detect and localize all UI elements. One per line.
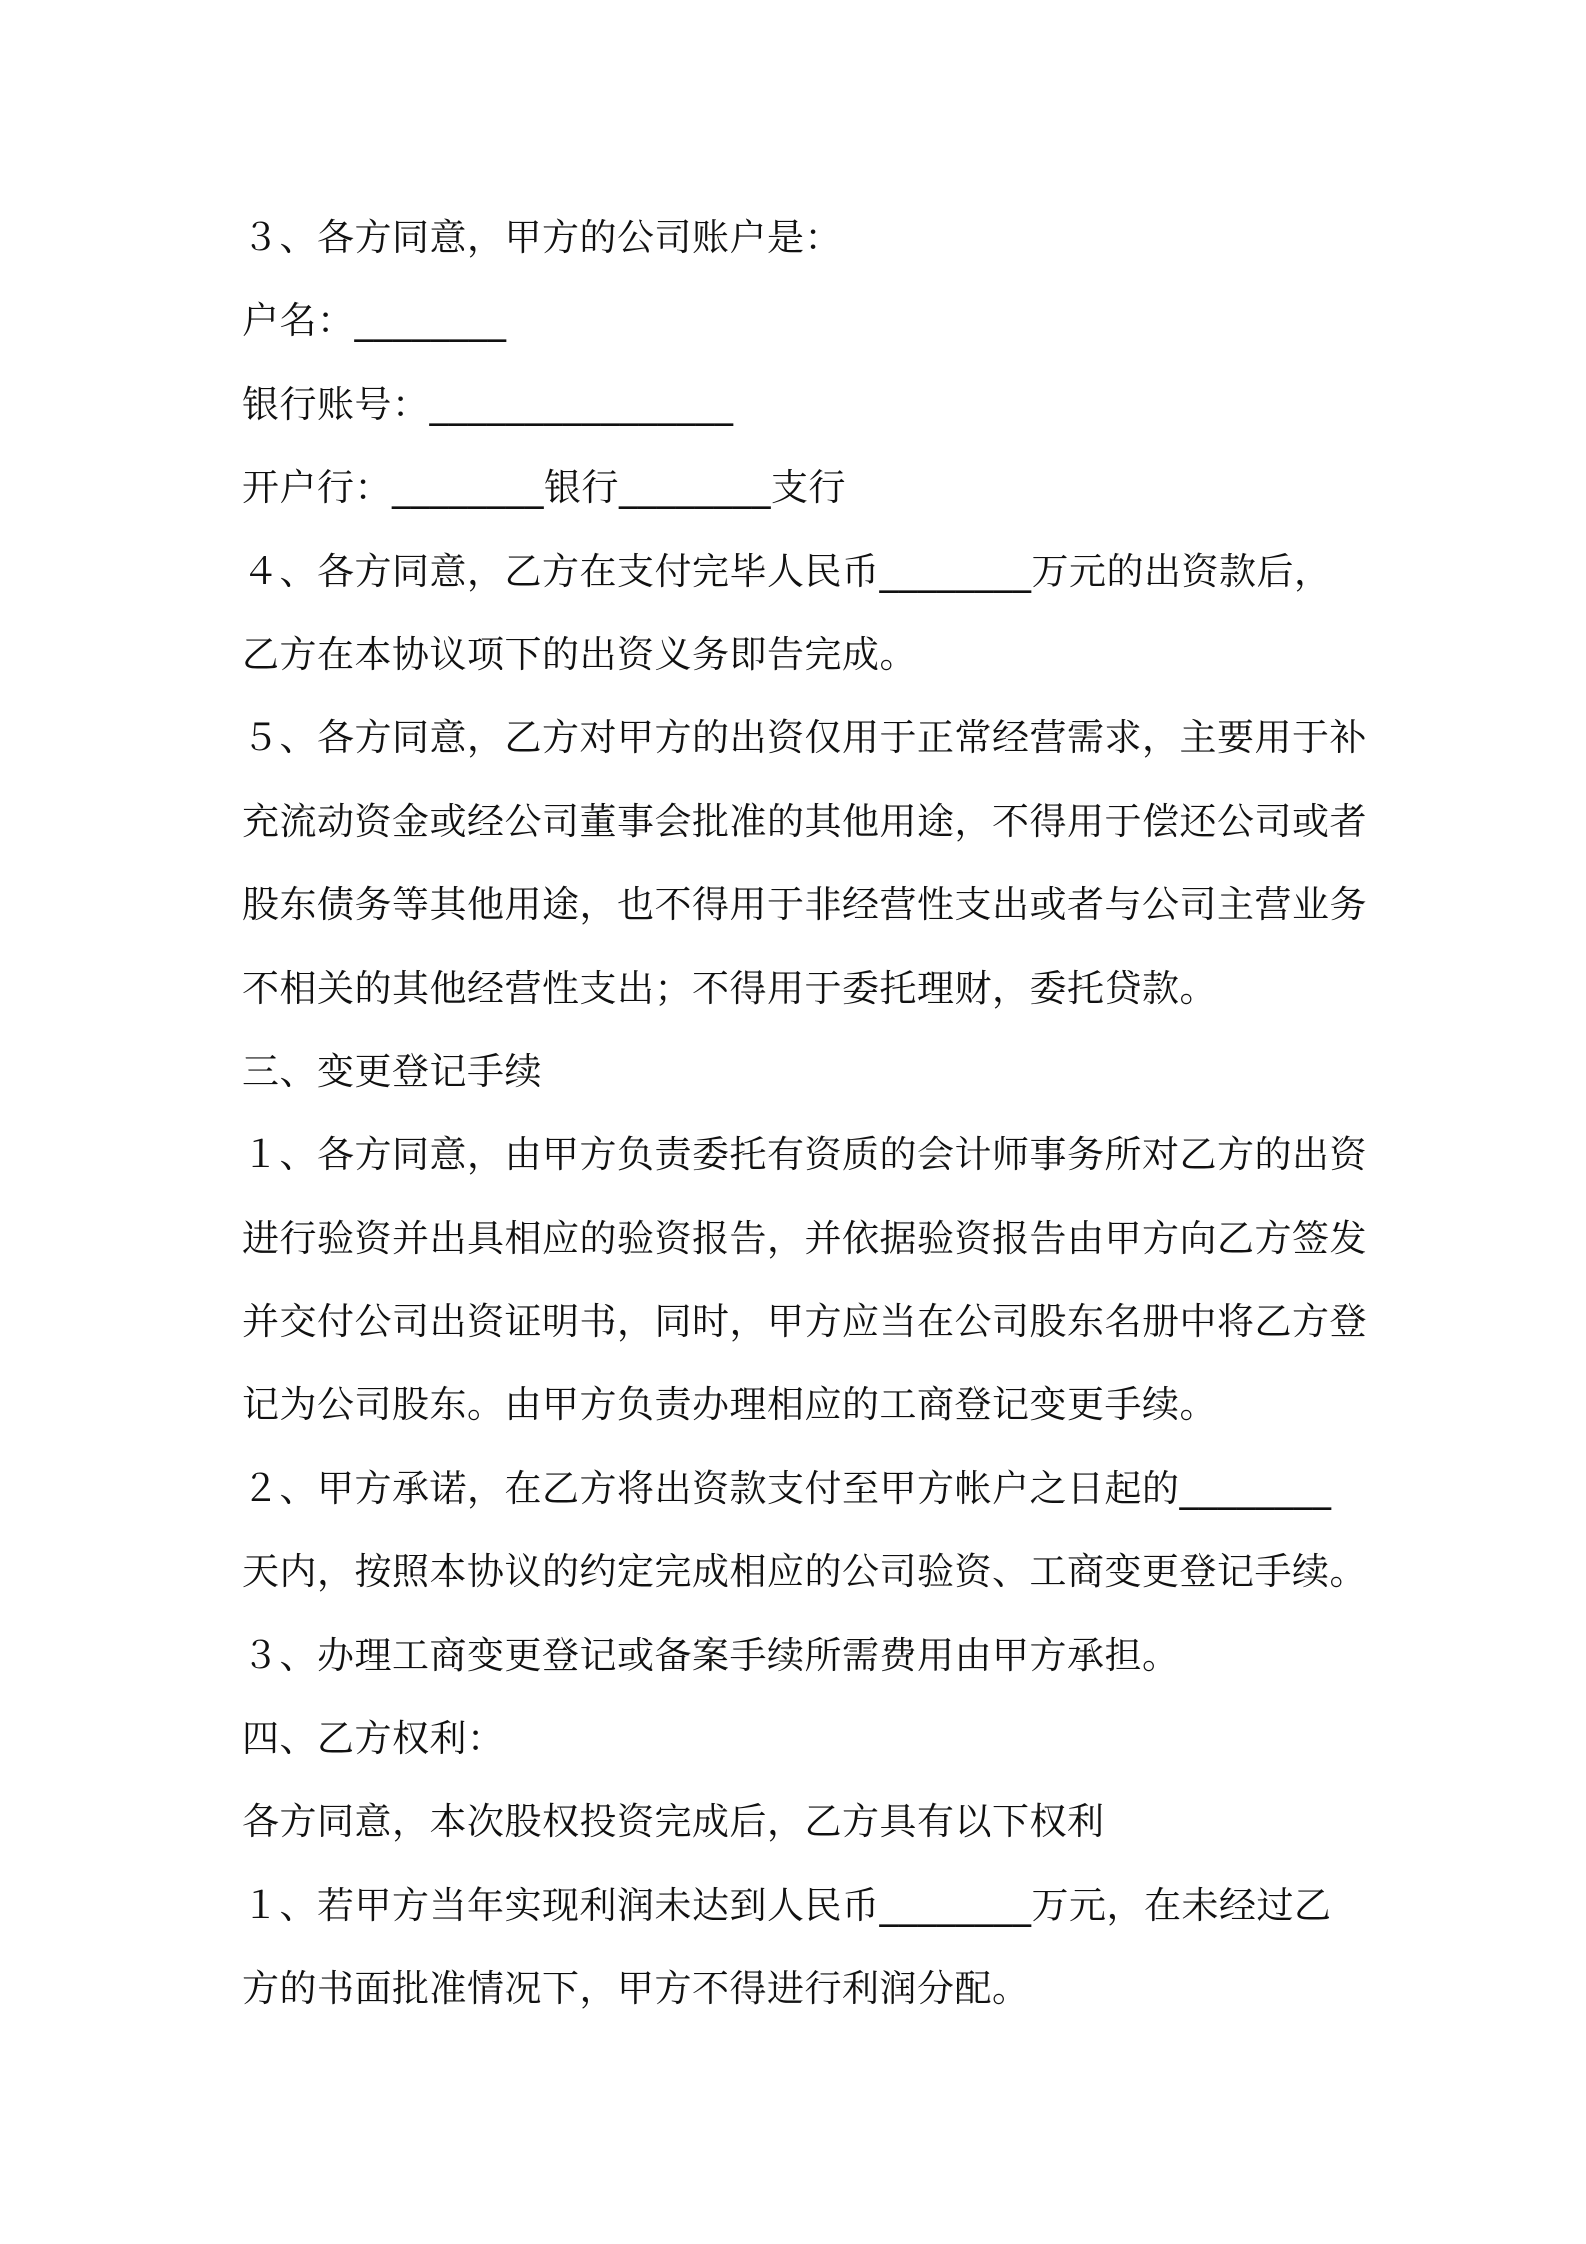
section-4-intro: 各方同意，本次股权投资完成后，乙方具有以下权利 — [242, 1800, 1105, 1844]
clause-4-line-2: 乙方在本协议项下的出资义务即告完成。 — [242, 632, 917, 676]
clause-4-line-1: ４、各方同意，乙方在支付完毕人民币________万元的出资款后， — [242, 549, 1332, 593]
section-3-heading: 三、变更登记手续 — [242, 1049, 542, 1093]
section-3-clause-1-line-3: 并交付公司出资证明书，同时，甲方应当在公司股东名册中将乙方登 — [242, 1300, 1367, 1344]
section-4-clause-1-line-1: １、若甲方当年实现利润未达到人民币________万元，在未经过乙 — [242, 1883, 1332, 1927]
clause-5-line-2: 充流动资金或经公司董事会批准的其他用途，不得用于偿还公司或者 — [242, 799, 1367, 843]
section-4-clause-1-line-2: 方的书面批准情况下，甲方不得进行利润分配。 — [242, 1967, 1030, 2011]
section-3-clause-2-line-2: 天内，按照本协议的约定完成相应的公司验资、工商变更登记手续。 — [242, 1550, 1367, 1594]
section-4-heading: 四、乙方权利： — [242, 1717, 505, 1761]
section-3-clause-1-line-2: 进行验资并出具相应的验资报告，并依据验资报告由甲方向乙方签发 — [242, 1216, 1367, 1260]
clause-5-line-4: 不相关的其他经营性支出；不得用于委托理财，委托贷款。 — [242, 966, 1217, 1010]
section-3-clause-1-line-1: １、各方同意，由甲方负责委托有资质的会计师事务所对乙方的出资 — [242, 1133, 1367, 1177]
opening-bank-line: 开户行：________银行________支行 — [242, 466, 846, 510]
clause-3-account-intro: ３、各方同意，甲方的公司账户是： — [242, 216, 842, 259]
clause-5-line-1: ５、各方同意，乙方对甲方的出资仅用于正常经营需求，主要用于补 — [242, 716, 1367, 760]
bank-account-number-line: 银行账号：________________ — [242, 382, 734, 426]
section-3-clause-3: ３、办理工商变更登记或备案手续所需费用由甲方承担。 — [242, 1633, 1180, 1677]
section-3-clause-1-line-4: 记为公司股东。由甲方负责办理相应的工商登记变更手续。 — [242, 1383, 1217, 1427]
clause-5-line-3: 股东债务等其他用途，也不得用于非经营性支出或者与公司主营业务 — [242, 883, 1367, 927]
account-name-line: 户名：________ — [242, 299, 507, 343]
section-3-clause-2-line-1: ２、甲方承诺，在乙方将出资款支付至甲方帐户之日起的________ — [242, 1466, 1332, 1510]
document-body — [242, 196, 1367, 2031]
